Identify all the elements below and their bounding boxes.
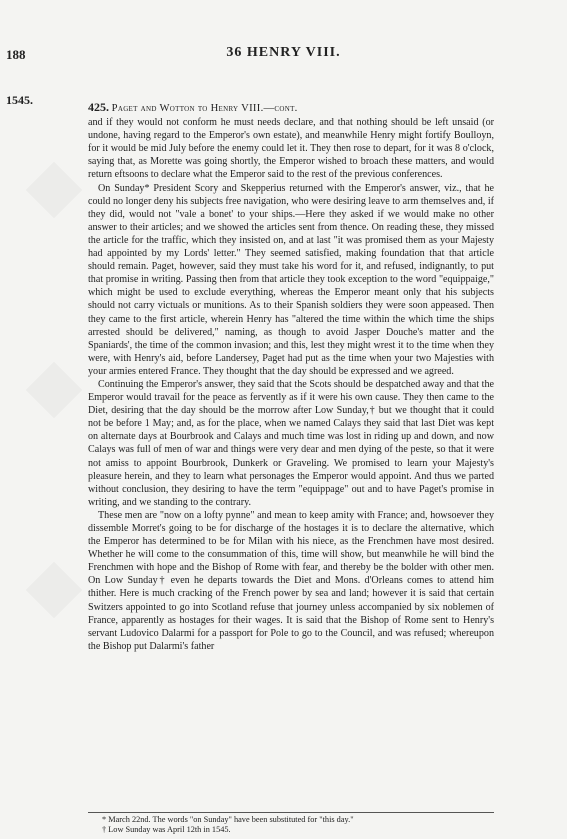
- footnote-2: † Low Sunday was April 12th in 1545.: [102, 825, 231, 834]
- watermark-diamond-1: [26, 162, 83, 219]
- watermark-diamond-3: [26, 562, 83, 619]
- running-head: 36 HENRY VIII.: [226, 45, 341, 60]
- footnote-1: * March 22nd. The words "on Sunday" have been substituted for "this day.": [102, 815, 354, 824]
- paragraph-1: and if they would not conform he must needs declare, and that nothing should be left unsaid (or undone, having regard to the Emperor's own estate), and meanwhile Henry might fortify Boulloyn, for it would be mid July before the enemy could let it. They then rose to depart, for it was 8 o'clock, saying that, as Morette was going shortly, the Emperor wished to broach these matters, and would return eftsoons to declare what the Emperor said to the rest of the previous conferences.: [88, 117, 494, 181]
- margin-year: 1545.: [6, 93, 33, 107]
- entry-number: 425.: [88, 100, 109, 114]
- paragraph-2: On Sunday* President Scory and Skepperius returned with the Emperor's answer, viz., that he could no longer deny his subjects free navigation, who were desiring leave to arm themselves and, if they did, would not "vale a bonet' to your ships.—Here they asked if we would make no other answer to their articles; and we showed the articles sent from thence. On reading these, they missed the article for the traffic, which they insisted on, and at last "it was promised them as your Majesty had appointed by my Lords' letter." They seemed satisfied, making foundation that that article should remain. Paget, however, said they must take his word for it, and refused, indignantly, to put that promise in writing. Passing then from that article they took exception to the word "equippaige," which might be used to exclude everything, whereas the Emperor meant only that his subjects should not carry victuals or munitions. As to their Spanish soldiers they were soon appeased. Then they came to the first article, wherein Henry has "altered the time within the which time the ships arrested should be delivered," naming, as though to avoid Jasper Douche's matter and the Spaniards', the time of the common invasion; and this, lest they might wrest it to the time when they were, with Henry's aid, before Landersey, Paget had put as the time when your two Majesties with your armies entered France. They thought that the day should be expressed and we agreed.: [88, 182, 494, 377]
- paragraph-4: These men are "now on a lofty pynne" and mean to keep amity with France; and, howsoever they dissemble Morret's going to be for discharge of the hostages it is to declare the alternative, which the Emperor has determined to be for Milan with his niece, as the Frenchmen have most desired. Whether he will come to the consummation of this, time will show, but meanwhile he will bind the Frenchmen with hope and the Bishop of Rome with fear, and thereby be the bolder with other men. On Low Sunday† even he departs towards the Diet and Mons. d'Orleans comes to attend him thither. Here is much cracking of the French power by sea and land; however it is said that certain Switzers appointed to go into Scotland refuse that journey unless accompanied by six noblemen of France, apparently as hostages for their wages. It is said that the Bishop of Rome sent to Henry's servant Ludovico Dalarmi for a passport for Pole to go to the Council, and was refused; whereupon the Bishop put Dalarmi's father: [88, 509, 494, 652]
- document-body: [88, 101, 494, 653]
- footnotes: [88, 812, 494, 835]
- entry-heading: [88, 101, 494, 115]
- entry-title: Paget and Wotton to Henry VIII.—cont.: [111, 103, 298, 114]
- watermark-diamond-2: [26, 362, 83, 419]
- paragraph-3: Continuing the Emperor's answer, they said that the Scots should be despatched away and that the Emperor would travail for the peace as fervently as if it were his own cause. They then came to the Diet, desiring that the day should be the morrow after Low Sunday,† but we thought that it could not be before 1 May; and, as for the place, when we named Calays they said that last Diet was kept on alternate days at Bourbrook and Calays and much time was lost in riding up and down, and now Calays was full of men of war and things were very dear and men dying of the peste, so that it were not amiss to appoint Bourbrook, Dunkerk or Graveling. We promised to learn your Majesty's pleasure herein, and they to learn what personages the Emperor would appoint. And thus we parted without conclusion, they desiring to have the term "equippage" out and to have Paget's promise in writing, and we standing to the contrary.: [88, 378, 494, 508]
- watermark: [28, 150, 84, 750]
- page-number: 188: [6, 47, 26, 62]
